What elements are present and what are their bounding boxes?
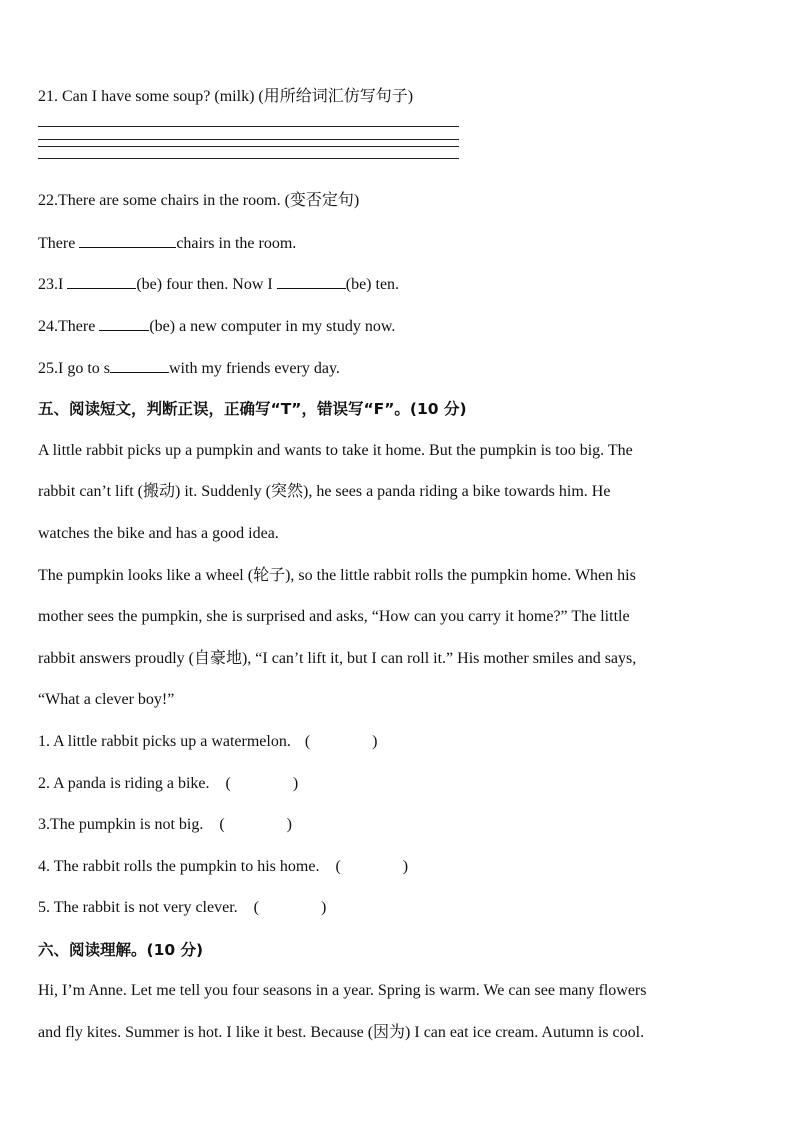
passage-line: rabbit can’t lift (搬动) it. Suddenly (突然), he sees a panda riding a bike towards him. He [38,483,611,500]
passage-line: and fly kites. Summer is hot. I like it best. Because (因为) I can eat ice cream. Autumn is cool. [38,1024,645,1041]
tf-question-1: 1. A little rabbit picks up a watermelon. ( ) [38,733,378,750]
question-22-answer: There chairs in the room. [38,235,297,252]
question-21 [38,87,413,107]
answer-parentheses[interactable]: ( ) [219,816,292,833]
question-23: 23.I (be) four then. Now I (be) ten. [38,276,400,293]
answer-line [38,126,459,127]
passage-line: mother sees the pumpkin, she is surprised and asks, “How can you carry it home?” The little [38,608,630,625]
answer-parentheses[interactable]: ( ) [335,858,409,875]
answer-parentheses[interactable]: ( ) [253,899,327,916]
passage-line: The pumpkin looks like a wheel (轮子), so the little rabbit rolls the pumpkin home. When his [38,567,636,584]
tf-question-3: 3.The pumpkin is not big. ( ) [38,816,292,833]
answer-line [38,146,459,147]
tf-question-5: 5. The rabbit is not very clever. ( ) [38,899,327,916]
answer-parentheses[interactable]: ( ) [225,775,299,792]
answer-parentheses[interactable]: ( ) [304,733,378,750]
passage-line: “What a clever boy!” [38,691,175,708]
tf-question-2: 2. A panda is riding a bike. ( ) [38,775,299,792]
blank-field[interactable] [277,274,346,289]
blank-field[interactable] [79,233,176,248]
blank-field[interactable] [67,274,136,289]
answer-lines [38,126,459,170]
question-21-text: . Can I have some soup? (milk) (用所给词汇仿写句子) [54,88,414,105]
section-5-title: 五、阅读短文，判断正误，正确写“T”，错误写“F”。(10 分) [38,400,467,418]
passage-line: Hi, I’m Anne. Let me tell you four seasons in a year. Spring is warm. We can see many flowers [38,982,647,999]
answer-line [38,158,459,159]
passage-line: A little rabbit picks up a pumpkin and wants to take it home. But the pumpkin is too big. The [38,442,633,459]
passage-line: watches the bike and has a good idea. [38,525,279,542]
question-21-number: 21 [38,88,54,105]
question-25: 25.I go to s with my friends every day. [38,360,340,377]
blank-field[interactable] [99,316,149,331]
passage-line: rabbit answers proudly (自豪地), “I can’t lift it, but I can roll it.” His mother smiles and says, [38,650,637,667]
answer-line [38,139,459,140]
section-6-title: 六、阅读理解。(10 分) [38,941,204,959]
tf-question-4: 4. The rabbit rolls the pumpkin to his home. ( ) [38,858,409,875]
question-24: 24.There (be) a new computer in my study now. [38,318,396,335]
question-22: 22.There are some chairs in the room. (变否定句) [38,192,360,209]
blank-field[interactable] [110,358,169,373]
